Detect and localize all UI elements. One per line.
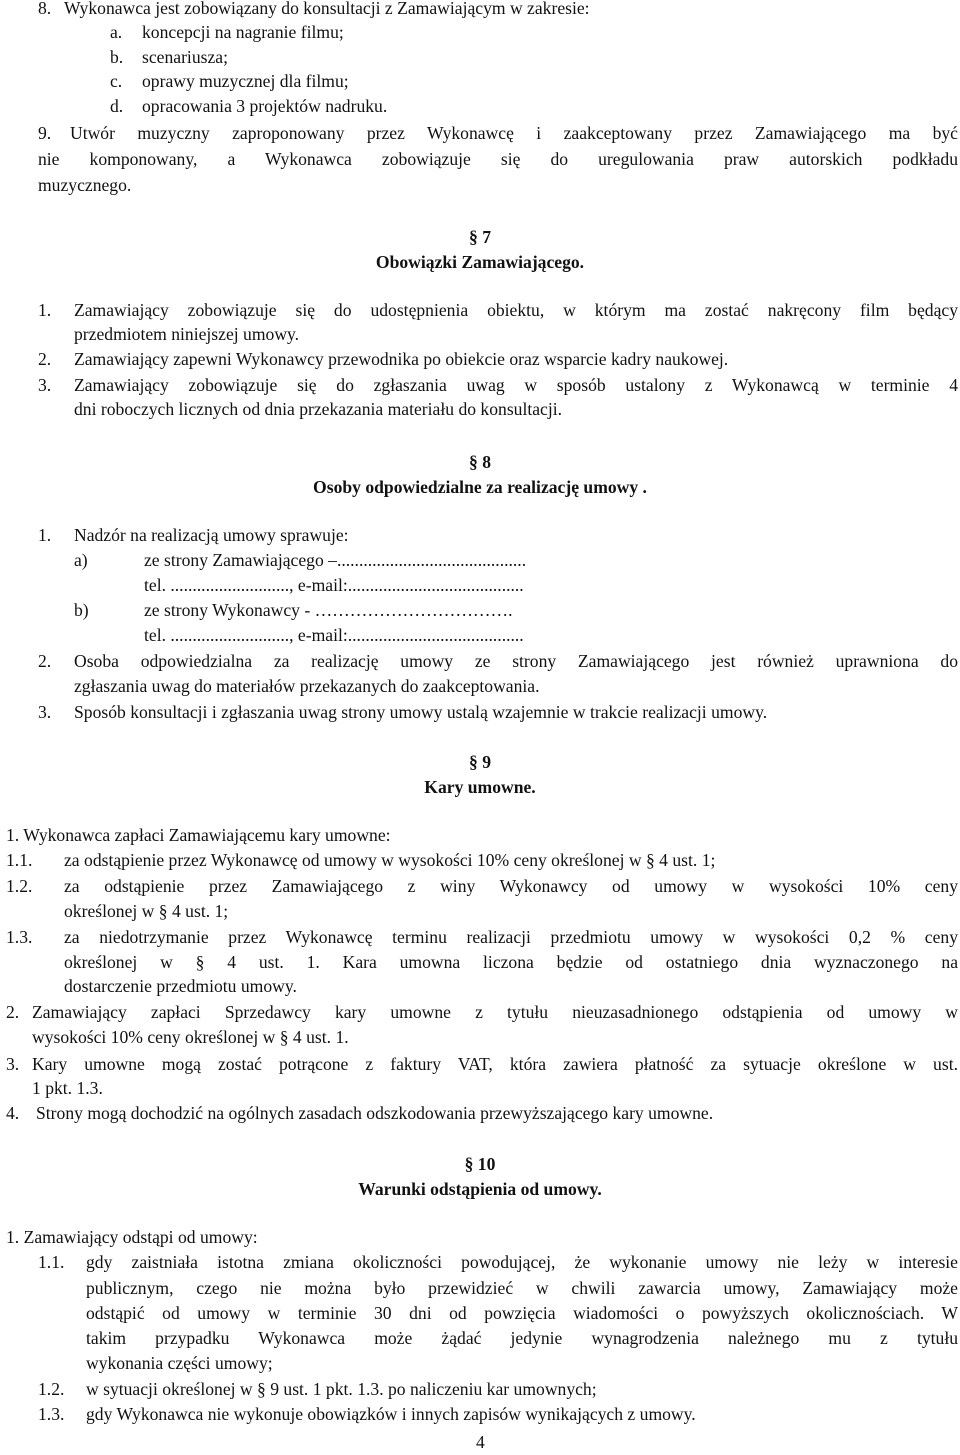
- list-item-text: 1. Wykonawca zapłaci Zamawiającemu kary umowne:: [6, 825, 391, 845]
- list-number: 1.1.: [38, 1252, 65, 1272]
- paragraph-line: publicznym, czego nie można było przewidzieć w chwili zawarcia umowy, Zamawiający może: [86, 1278, 958, 1298]
- section-title: Obowiązki Zamawiającego.: [375, 252, 585, 272]
- sub-item-letter: a.: [110, 22, 123, 42]
- section-title: Kary umowne.: [424, 777, 536, 797]
- paragraph-line: Sposób konsultacji i zgłaszania uwag strony umowy ustalą wzajemnie w trakcie realizacji umowy.: [74, 702, 768, 722]
- paragraph-line: wykonania części umowy;: [86, 1353, 273, 1373]
- paragraph-line: w sytuacji określonej w § 9 ust. 1 pkt. 1.3. po naliczeniu kar umownych;: [86, 1379, 597, 1399]
- paragraph-line: określonej w § 4 ust. 1. Kara umowna liczona będzie od ostatniego dnia wyznaczonego na: [64, 952, 958, 972]
- sub-item-letter: a): [74, 550, 88, 570]
- contact-line: tel. ..........................., e-mail:........................................: [144, 625, 524, 645]
- sub-item-text: opracowania 3 projektów nadruku.: [142, 96, 388, 116]
- list-number: 8.: [38, 0, 52, 18]
- paragraph-line: Kary umowne mogą zostać potrącone z faktury VAT, która zawiera płatność za sytuacje określone w ust.: [32, 1054, 958, 1074]
- paragraph-line: gdy zaistniała istotna zmiana okoliczności powodującej, że wykonanie umowy nie leży w interesie: [86, 1252, 958, 1272]
- paragraph-line: 1 pkt. 1.3.: [32, 1078, 103, 1098]
- list-number: 2.: [6, 1002, 20, 1022]
- list-item-text: Wykonawca jest zobowiązany do konsultacji z Zamawiającym w zakresie:: [64, 0, 590, 18]
- paragraph-line: Strony mogą dochodzić na ogólnych zasadach odszkodowania przewyższającego kary umowne.: [36, 1103, 714, 1123]
- list-number: 1.2.: [6, 876, 33, 896]
- sub-item-text: scenariusza;: [142, 47, 228, 67]
- list-number: 2.: [38, 349, 52, 369]
- section-heading: § 7: [469, 227, 491, 247]
- list-number: 3.: [6, 1054, 20, 1074]
- sub-item-letter: b.: [110, 47, 124, 67]
- list-number: 1.3.: [38, 1404, 65, 1424]
- sub-item-letter: b): [74, 600, 89, 620]
- list-number: 3.: [38, 375, 52, 395]
- list-number: 1.2.: [38, 1379, 65, 1399]
- paragraph-line: za odstąpienie przez Zamawiającego z winy Wykonawcy od umowy w wysokości 10% ceny: [64, 876, 958, 896]
- section-heading: § 9: [469, 752, 491, 772]
- paragraph-line: przedmiotem niniejszej umowy.: [74, 324, 300, 344]
- contact-line: ze strony Zamawiającego –...........................................: [144, 550, 527, 570]
- sub-item-letter: c.: [110, 71, 123, 91]
- paragraph-line: dni roboczych licznych od dnia przekazania materiału do konsultacji.: [74, 399, 563, 419]
- list-number: 1.3.: [6, 927, 33, 947]
- paragraph-line: nie komponowany, a Wykonawca zobowiązuje się do uregulowania praw autorskich podkładu: [38, 149, 958, 169]
- paragraph-line: takim przypadku Wykonawca może żądać jedynie wynagrodzenia należnego mu z tytułu: [86, 1328, 958, 1348]
- list-number: 1.: [38, 300, 52, 320]
- paragraph-line: wysokości 10% ceny określonej w § 4 ust. 1.: [32, 1027, 349, 1047]
- paragraph-line: dostarczenie przedmiotu umowy.: [64, 976, 297, 996]
- paragraph-line: za niedotrzymanie przez Wykonawcę terminu realizacji przedmiotu umowy w wysokości 0,2 % ceny: [64, 927, 958, 947]
- sub-item-text: oprawy muzycznej dla filmu;: [142, 71, 349, 91]
- paragraph-line: za odstąpienie przez Wykonawcę od umowy w wysokości 10% ceny określonej w § 4 ust. 1;: [64, 850, 716, 870]
- sub-item-letter: d.: [110, 96, 124, 116]
- paragraph-line: odstąpić od umowy w terminie 30 dni od powzięcia wiadomości o powyższych okolicznościach. W: [86, 1303, 958, 1323]
- section-title: Osoby odpowiedzialne za realizację umowy .: [313, 477, 647, 497]
- paragraph-line: Zamawiający zapłaci Sprzedawcy kary umowne z tytułu nieuzasadnionego odstąpienia od umowy w: [32, 1002, 958, 1022]
- paragraph-line: Zamawiający zobowiązuje się do zgłaszania uwag w sposób ustalony z Wykonawcą w terminie 4: [74, 375, 958, 395]
- list-number: 2.: [38, 651, 52, 671]
- contact-line: tel. ..........................., e-mail:........................................: [144, 575, 524, 595]
- list-number: 9.: [38, 123, 52, 143]
- list-number: 1.1.: [6, 850, 33, 870]
- list-number: 3.: [38, 702, 52, 722]
- paragraph-line: muzycznego.: [38, 175, 132, 195]
- section-title: Warunki odstąpienia od umowy.: [358, 1179, 602, 1199]
- paragraph-line: Osoba odpowiedzialna za realizację umowy ze strony Zamawiającego jest również uprawniona do: [74, 651, 958, 671]
- paragraph-line: zgłaszania uwag do materiałów przekazanych do zaakceptowania.: [74, 676, 540, 696]
- page-number: 4: [476, 1432, 485, 1452]
- paragraph-line: Zamawiający zobowiązuje się do udostępnienia obiektu, w którym ma zostać nakręcony film będący: [74, 300, 958, 320]
- paragraph-line: Utwór muzyczny zaproponowany przez Wykonawcę i zaakceptowany przez Zamawiającego ma być: [70, 123, 958, 143]
- paragraph-line: gdy Wykonawca nie wykonuje obowiązków i innych zapisów wynikających z umowy.: [86, 1404, 696, 1424]
- section-heading: § 8: [469, 452, 491, 472]
- list-number: 1.: [38, 525, 52, 545]
- paragraph-line: Zamawiający zapewni Wykonawcy przewodnika po obiekcie oraz wsparcie kadry naukowej.: [74, 349, 729, 369]
- list-item-text: 1. Zamawiający odstąpi od umowy:: [6, 1227, 258, 1247]
- section-heading: § 10: [464, 1154, 496, 1174]
- sub-item-text: koncepcji na nagranie filmu;: [142, 22, 344, 42]
- list-number: 4.: [6, 1103, 20, 1123]
- paragraph-line: Nadzór na realizacją umowy sprawuje:: [74, 525, 349, 545]
- contact-line: ze strony Wykonawcy - …………………………….: [144, 600, 513, 620]
- paragraph-line: określonej w § 4 ust. 1;: [64, 901, 229, 921]
